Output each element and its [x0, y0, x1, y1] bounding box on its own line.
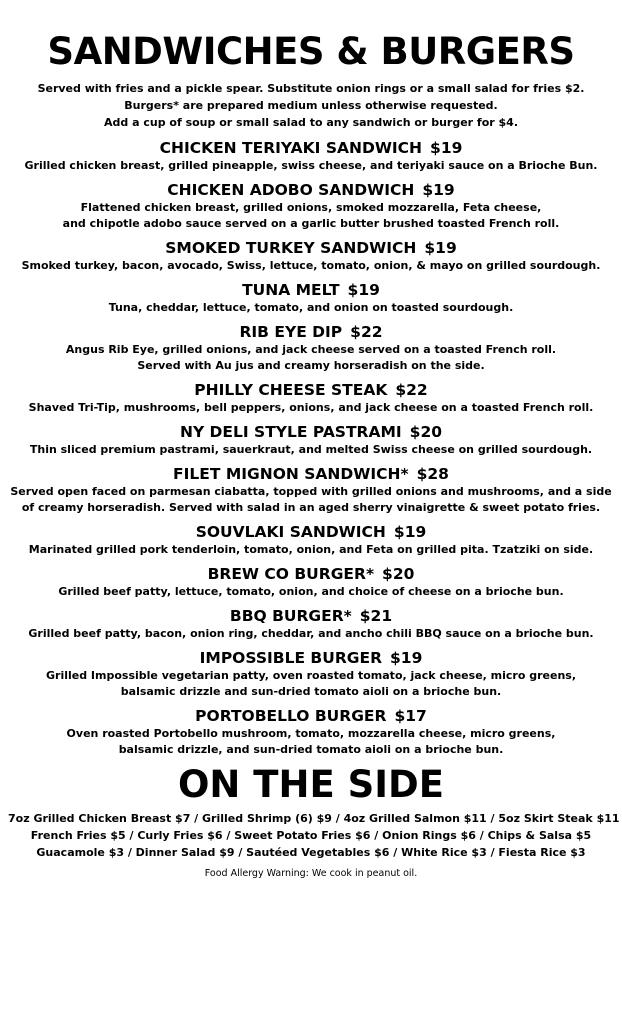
menu-item — [8, 180, 614, 232]
menu-item-name: SMOKED TURKEY SANDWICH — [165, 239, 417, 257]
menu-item-price: $22 — [350, 323, 383, 341]
menu-item-price: $19 — [393, 523, 427, 541]
description-line: balsamic drizzle and sun-dried tomato aioli on a brioche bun. — [120, 685, 502, 698]
intro-line: Served with fries and a pickle spear. Substitute onion rings or a small salad for fries $2. — [37, 82, 585, 95]
menu-item-description — [8, 300, 614, 316]
menu-item-name: FILET MIGNON SANDWICH* — [173, 465, 409, 483]
menu-item-description — [8, 158, 614, 174]
menu-item — [8, 648, 614, 700]
menu-item-price: $17 — [394, 707, 427, 725]
menu-item-description — [8, 400, 614, 416]
menu-item-name: NY DELI STYLE PASTRAMI — [179, 423, 402, 441]
menu-items — [8, 138, 614, 758]
menu-item-heading — [8, 138, 614, 158]
allergy-warning: Food Allergy Warning: We cook in peanut oil. — [204, 868, 418, 879]
page-title: SANDWICHES & BURGERS — [47, 30, 575, 73]
description-line: and chipotle adobo sauce served on a garlic butter brushed toasted French roll. — [62, 217, 560, 230]
menu-item-heading — [8, 648, 614, 668]
description-line: Tuna, cheddar, lettuce, tomato, and onion on toasted sourdough. — [108, 301, 514, 314]
menu-item-description — [8, 668, 614, 700]
menu-item — [8, 522, 614, 558]
menu-item-name: CHICKEN TERIYAKI SANDWICH — [159, 139, 423, 157]
menu-item-name: TUNA MELT — [242, 281, 340, 299]
menu-item — [8, 138, 614, 174]
menu-item-description — [8, 726, 614, 758]
intro-notes — [8, 80, 614, 131]
description-line: Grilled beef patty, lettuce, tomato, onion, and choice of cheese on a brioche bun. — [58, 585, 564, 598]
menu-item-description — [8, 542, 614, 558]
description-line: Smoked turkey, bacon, avocado, Swiss, lettuce, tomato, onion, & mayo on grilled sourdough. — [21, 259, 601, 272]
description-line: balsamic drizzle, and sun-dried tomato aioli on a brioche bun. — [118, 743, 504, 756]
side-items-line: Guacamole $3 / Dinner Salad $9 / Sautéed Vegetables $6 / White Rice $3 / Fiesta Rice $3 — [36, 846, 586, 859]
menu-item-heading — [8, 280, 614, 300]
description-line: Grilled Impossible vegetarian patty, oven roasted tomato, jack cheese, micro greens, — [45, 669, 576, 682]
menu-item-name: RIB EYE DIP — [239, 323, 343, 341]
menu-item-name: SOUVLAKI SANDWICH — [195, 523, 386, 541]
menu-item-heading — [8, 380, 614, 400]
menu-item-price: $19 — [422, 181, 455, 199]
menu-item — [8, 706, 614, 758]
menu-item-heading — [8, 238, 614, 258]
menu-item-name: BREW CO BURGER* — [207, 565, 375, 583]
menu-item-heading — [8, 606, 614, 626]
menu-item-heading — [8, 322, 614, 342]
menu-item-name: BBQ BURGER* — [229, 607, 352, 625]
menu-item — [8, 238, 614, 274]
description-line: Grilled beef patty, bacon, onion ring, cheddar, and ancho chili BBQ sauce on a brioche bun. — [28, 627, 594, 640]
menu-item-heading — [8, 464, 614, 484]
menu-item-heading — [8, 522, 614, 542]
description-line: Oven roasted Portobello mushroom, tomato, mozzarella cheese, micro greens, — [66, 727, 556, 740]
menu-item-price: $19 — [390, 649, 423, 667]
menu-item-description — [8, 584, 614, 600]
menu-item-price: $20 — [382, 565, 415, 583]
description-line: Grilled chicken breast, grilled pineapple, swiss cheese, and teriyaki sauce on a Brioche Bun. — [24, 159, 598, 172]
description-line: Angus Rib Eye, grilled onions, and jack cheese served on a toasted French roll. — [65, 343, 557, 356]
menu-item-price: $19 — [430, 139, 463, 157]
menu-item-name: PORTOBELLO BURGER — [195, 707, 387, 725]
menu-item-description — [8, 484, 614, 516]
menu-item — [8, 464, 614, 516]
side-section-title: ON THE SIDE — [177, 763, 445, 806]
menu-item — [8, 564, 614, 600]
menu-item — [8, 380, 614, 416]
menu-item-price: $19 — [424, 239, 457, 257]
menu-item-name: CHICKEN ADOBO SANDWICH — [167, 181, 415, 199]
menu-item-heading — [8, 180, 614, 200]
menu-item-price: $20 — [409, 423, 443, 441]
menu-item-description — [8, 258, 614, 274]
side-items-list — [8, 810, 620, 861]
side-items-line: French Fries $5 / Curly Fries $6 / Sweet Potato Fries $6 / Onion Rings $6 / Chips & Salsa $5 — [30, 829, 592, 842]
description-line: Marinated grilled pork tenderloin, tomato, onion, and Feta on grilled pita. Tzatziki on side. — [28, 543, 594, 556]
menu-item-name: PHILLY CHEESE STEAK — [194, 381, 388, 399]
description-line: Flattened chicken breast, grilled onions, smoked mozzarella, Feta cheese, — [80, 201, 542, 214]
menu-item-description — [8, 200, 614, 232]
side-items-line: 7oz Grilled Chicken Breast $7 / Grilled Shrimp (6) $9 / 4oz Grilled Salmon $11 / 5oz Skirt Steak $11 — [8, 812, 620, 825]
menu-item-heading — [8, 422, 614, 442]
description-line: Served with Au jus and creamy horseradish on the side. — [137, 359, 485, 372]
menu-item-price: $22 — [395, 381, 428, 399]
description-line: Served open faced on parmesan ciabatta, topped with grilled onions and mushrooms, and a side — [10, 485, 612, 498]
menu-item-heading — [8, 706, 614, 726]
menu-item-price: $28 — [416, 465, 449, 483]
intro-line: Burgers* are prepared medium unless otherwise requested. — [124, 99, 498, 112]
description-line: of creamy horseradish. Served with salad in an aged sherry vinaigrette & sweet potato fries. — [21, 501, 601, 514]
menu-item-name: IMPOSSIBLE BURGER — [199, 649, 383, 667]
menu-item-description — [8, 442, 614, 458]
menu-item-price: $21 — [359, 607, 393, 625]
description-line: Shaved Tri-Tip, mushrooms, bell peppers, onions, and jack cheese on a toasted French roll. — [28, 401, 594, 414]
menu-item-price: $19 — [347, 281, 380, 299]
menu-item — [8, 606, 614, 642]
menu-item — [8, 280, 614, 316]
menu-item — [8, 322, 614, 374]
menu-item-description — [8, 342, 614, 374]
description-line: Thin sliced premium pastrami, sauerkraut, and melted Swiss cheese on grilled sourdough. — [29, 443, 593, 456]
menu-item-heading — [8, 564, 614, 584]
menu-item-description — [8, 626, 614, 642]
intro-line: Add a cup of soup or small salad to any sandwich or burger for $4. — [104, 116, 518, 129]
menu-item — [8, 422, 614, 458]
